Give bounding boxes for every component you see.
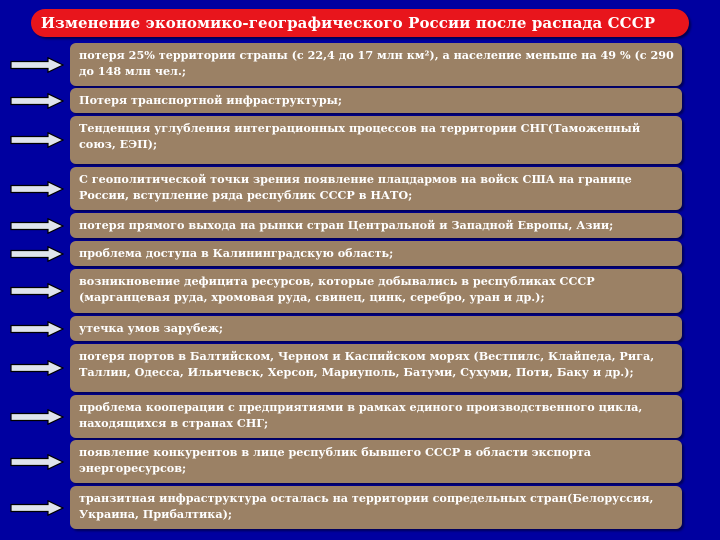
- list-item: [0, 43, 720, 86]
- list-item: [0, 116, 720, 164]
- list-item-box: [70, 167, 682, 210]
- right-arrow-icon: [10, 454, 64, 470]
- list-item-text: потеря прямого выхода на рынки стран Центральной и Западной Европы, Азии;: [79, 218, 614, 232]
- list-item-box: [70, 344, 682, 392]
- list-item-box: [70, 269, 682, 313]
- right-arrow-icon: [10, 409, 64, 425]
- list-item-text: Потеря транспортной инфраструктуры;: [79, 93, 343, 107]
- right-arrow-icon: [10, 500, 64, 516]
- list-item-text: Тенденция углубления интеграционных процессов на территории СНГ(Таможенный союз, ЕЭП);: [79, 121, 641, 151]
- list-item-box: [70, 486, 682, 529]
- list-item-text: потеря 25% территории страны (с 22,4 до 17 млн км²), а население меньше на 49 % (с 290 до 148 млн чел.;: [79, 48, 674, 78]
- list-item-text: появление конкурентов в лице республик бывшего СССР в области экспорта энергоресурсов;: [79, 445, 592, 475]
- list-item-text: проблема кооперации с предприятиями в рамках единого производственного цикла, находящихся в странах СНГ;: [79, 400, 643, 430]
- right-arrow-icon: [10, 246, 64, 262]
- list-item-text: утечка умов зарубеж;: [79, 321, 224, 335]
- page-title: Изменение экономико-географического России после распада СССР: [40, 14, 656, 32]
- right-arrow-icon: [10, 360, 64, 376]
- list-item: [0, 316, 720, 341]
- list-item-box: [70, 88, 682, 113]
- title-banner: [31, 9, 689, 37]
- list-item: [0, 213, 720, 238]
- list-item-box: [70, 116, 682, 164]
- list-item: [0, 344, 720, 392]
- list-item-text: проблема доступа в Калининградскую область;: [79, 246, 394, 260]
- right-arrow-icon: [10, 321, 64, 337]
- list-item-text: потеря портов в Балтийском, Черном и Каспийском морях (Вестпилс, Клайпеда, Рига, Таллин, Одесса, Ильичевск, Херсон, Мариуполь, Батуми, Сухуми, Поти, Баку и др.);: [79, 349, 655, 379]
- right-arrow-icon: [10, 57, 64, 73]
- list-item: [0, 486, 720, 529]
- right-arrow-icon: [10, 132, 64, 148]
- list-item: [0, 241, 720, 266]
- list-item-box: [70, 316, 682, 341]
- list-item-text: С геополитической точки зрения появление плацдармов на войск США на границе России, вступление ряда республик СССР в НАТО;: [79, 172, 632, 202]
- list-item-box: [70, 395, 682, 438]
- list-item-box: [70, 440, 682, 483]
- list-item: [0, 269, 720, 313]
- list-item-box: [70, 43, 682, 86]
- list-item: [0, 167, 720, 210]
- right-arrow-icon: [10, 93, 64, 109]
- list-item-text: транзитная инфраструктура осталась на территории сопредельных стран(Белоруссия, Украина, Прибалтика);: [79, 491, 654, 521]
- list-item-text: возникновение дефицита ресурсов, которые добывались в республиках СССР (марганцевая руда, хромовая руда, свинец, цинк, серебро, уран и др.);: [79, 274, 595, 304]
- list-item-box: [70, 213, 682, 238]
- list-item-box: [70, 241, 682, 266]
- list-item: [0, 88, 720, 113]
- right-arrow-icon: [10, 181, 64, 197]
- list-item: [0, 395, 720, 438]
- right-arrow-icon: [10, 283, 64, 299]
- list-item: [0, 440, 720, 483]
- right-arrow-icon: [10, 218, 64, 234]
